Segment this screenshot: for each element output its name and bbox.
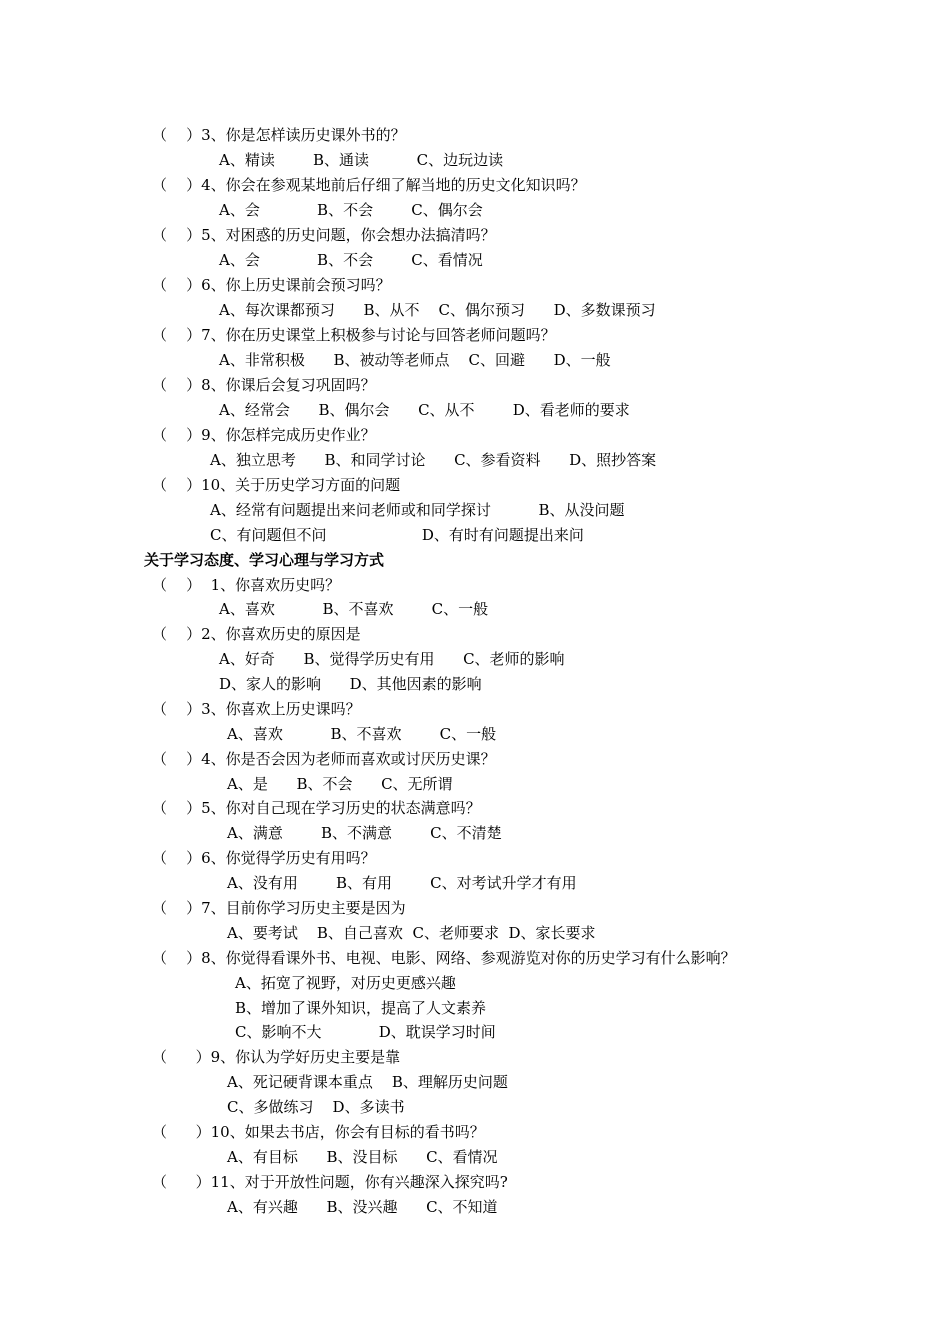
options-line: C、影响不大 D、耽误学习时间 bbox=[235, 1023, 496, 1041]
options-line: A、非常积极 B、被动等老师点 C、回避 D、一般 bbox=[219, 351, 611, 369]
question-line: （ ）6、你觉得学历史有用吗？ bbox=[152, 849, 376, 867]
question-line: （ ）7、你在历史课堂上积极参与讨论与回答老师问题吗？ bbox=[152, 326, 556, 344]
question-line: （ ）10、关于历史学习方面的问题 bbox=[152, 476, 401, 494]
options-line: D、家人的影响 D、其他因素的影响 bbox=[219, 675, 482, 693]
options-line: A、喜欢 B、不喜欢 C、一般 bbox=[227, 725, 497, 743]
options-line: A、拓宽了视野，对历史更感兴趣 bbox=[235, 974, 456, 992]
question-line: （ ）10、如果去书店，你会有目标的看书吗？ bbox=[152, 1123, 485, 1141]
options-line: A、有兴趣 B、没兴趣 C、不知道 bbox=[227, 1198, 498, 1216]
section-heading: 关于学习态度、学习心理与学习方式 bbox=[144, 551, 385, 569]
question-line: （ ）4、你会在参观某地前后仔细了解当地的历史文化知识吗？ bbox=[152, 176, 586, 194]
options-line: A、喜欢 B、不喜欢 C、一般 bbox=[219, 600, 489, 618]
question-line: （ ）9、你认为学好历史主要是靠 bbox=[152, 1048, 401, 1066]
options-line: A、要考试 B、自己喜欢 C、老师要求 D、家长要求 bbox=[227, 924, 596, 942]
question-line: （ ）6、你上历史课前会预习吗？ bbox=[152, 276, 391, 294]
options-line: A、经常有问题提出来问老师或和同学探讨 B、从没问题 bbox=[210, 501, 625, 519]
options-line: A、死记硬背课本重点 B、理解历史问题 bbox=[227, 1073, 508, 1091]
options-line: A、每次课都预习 B、从不 C、偶尔预习 D、多数课预习 bbox=[219, 301, 656, 319]
question-line: （ ）11、对于开放性问题，你有兴趣深入探究吗? bbox=[152, 1173, 508, 1191]
question-line: （ ）5、对困惑的历史问题，你会想办法搞清吗？ bbox=[152, 226, 496, 244]
question-line: （ ）9、你怎样完成历史作业？ bbox=[152, 426, 376, 444]
question-line: （ ）3、你是怎样读历史课外书的？ bbox=[152, 126, 406, 144]
options-line: A、精读 B、通读 C、边玩边读 bbox=[219, 151, 504, 169]
options-line: C、有问题但不问 D、有时有问题提出来问 bbox=[210, 526, 584, 544]
options-line: A、好奇 B、觉得学历史有用 C、老师的影响 bbox=[219, 650, 565, 668]
options-line: A、经常会 B、偶尔会 C、从不 D、看老师的要求 bbox=[219, 401, 630, 419]
question-line: （ ）4、你是否会因为老师而喜欢或讨厌历史课？ bbox=[152, 750, 496, 768]
question-line: （ ）8、你觉得看课外书、电视、电影、网络、参观游览对你的历史学习有什么影响？ bbox=[152, 949, 736, 967]
options-line: A、有目标 B、没目标 C、看情况 bbox=[227, 1148, 498, 1166]
question-line: （ ）7、目前你学习历史主要是因为 bbox=[152, 899, 406, 917]
question-line: （ ）8、你课后会复习巩固吗？ bbox=[152, 376, 376, 394]
options-line: A、会 B、不会 C、看情况 bbox=[219, 251, 483, 269]
options-line: C、多做练习 D、多读书 bbox=[227, 1098, 405, 1116]
options-line: B、增加了课外知识，提高了人文素养 bbox=[235, 999, 487, 1017]
question-line: （ ）3、你喜欢上历史课吗？ bbox=[152, 700, 361, 718]
question-line: （ ） 1、你喜欢历史吗？ bbox=[152, 576, 341, 594]
options-line: A、独立思考 B、和同学讨论 C、参看资料 D、照抄答案 bbox=[210, 451, 657, 469]
question-line: （ ）2、你喜欢历史的原因是 bbox=[152, 625, 361, 643]
options-line: A、会 B、不会 C、偶尔会 bbox=[219, 201, 483, 219]
options-line: A、满意 B、不满意 C、不清楚 bbox=[227, 824, 502, 842]
options-line: A、是 B、不会 C、无所谓 bbox=[227, 775, 453, 793]
options-line: A、没有用 B、有用 C、对考试升学才有用 bbox=[227, 874, 577, 892]
question-line: （ ）5、你对自己现在学习历史的状态满意吗？ bbox=[152, 799, 481, 817]
